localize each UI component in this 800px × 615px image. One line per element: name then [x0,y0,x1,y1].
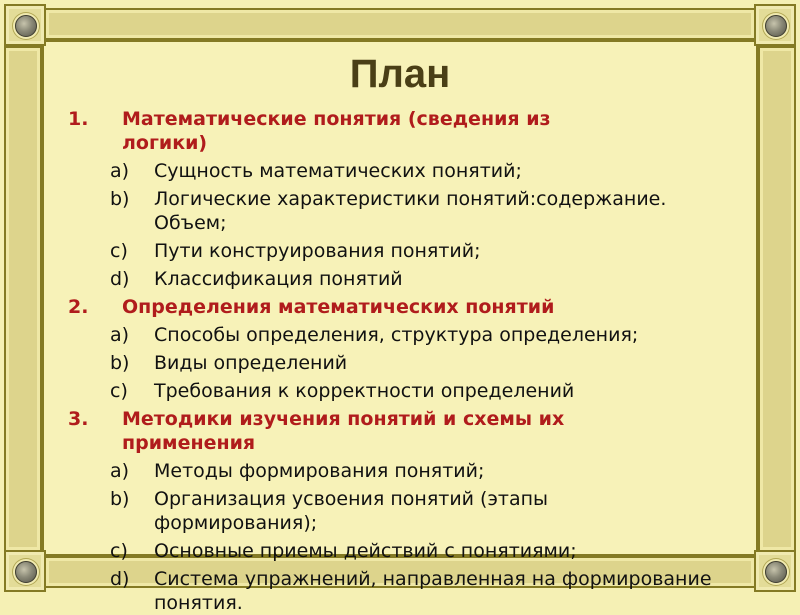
item-letter: c) [110,380,128,402]
rivet-icon [765,561,787,583]
section-title: Математические понятия (сведения из логики) [122,108,551,154]
item-letter: a) [110,160,130,182]
list-item [110,323,728,347]
item-text: Пути конструирования понятий; [154,240,481,262]
item-letter: c) [110,540,128,562]
corner-bottom-right [754,550,796,592]
frame-left-bar [4,46,42,552]
page-title: План [349,52,451,96]
section-heading [68,407,728,455]
rivet-icon [765,15,787,37]
rivet-icon [15,15,37,37]
section-heading [68,107,728,155]
item-letter: b) [110,488,130,510]
item-letter: b) [110,188,130,210]
item-letter: c) [110,240,128,262]
section-heading [68,295,728,319]
frame-right-bar [758,46,796,552]
section-number: 2. [68,296,89,318]
section-2 [68,295,728,403]
item-text: Логические характеристики понятий:содержание. Объем; [154,188,667,234]
item-text: Организация усвоения понятий (этапы формирования); [154,488,549,534]
corner-top-left [4,4,46,46]
section-title: Методики изучения понятий и схемы их применения [122,408,565,454]
list-item [110,351,728,375]
item-text: Методы формирования понятий; [154,460,485,482]
item-letter: b) [110,352,130,374]
section-3 [68,407,728,615]
list-item [110,187,728,235]
item-letter: a) [110,324,130,346]
item-letter: a) [110,460,130,482]
section-title: Определения математических понятий [122,296,555,318]
list-item [110,379,728,403]
item-text: Способы определения, структура определения; [154,324,639,346]
item-text: Классификация понятий [154,268,403,290]
frame-top-bar [44,8,756,40]
section-number: 3. [68,408,89,430]
section-1 [68,107,728,291]
corner-bottom-left [4,550,46,592]
section-number: 1. [68,108,89,130]
list-item [110,567,728,615]
item-letter: d) [110,568,130,590]
list-item [110,267,728,291]
list-item [110,239,728,263]
corner-top-right [754,4,796,46]
rivet-icon [15,561,37,583]
plan-list [68,107,728,615]
list-item [110,459,728,483]
list-item [110,159,728,183]
item-text: Виды определений [154,352,348,374]
item-text: Основные приемы действий с понятиями; [154,540,577,562]
list-item [110,539,728,563]
item-text: Система упражнений, направленная на формирование понятия. [154,568,712,614]
item-text: Требования к корректности определений [154,380,575,402]
item-text: Сущность математических понятий; [154,160,522,182]
item-letter: d) [110,268,130,290]
list-item [110,487,728,535]
